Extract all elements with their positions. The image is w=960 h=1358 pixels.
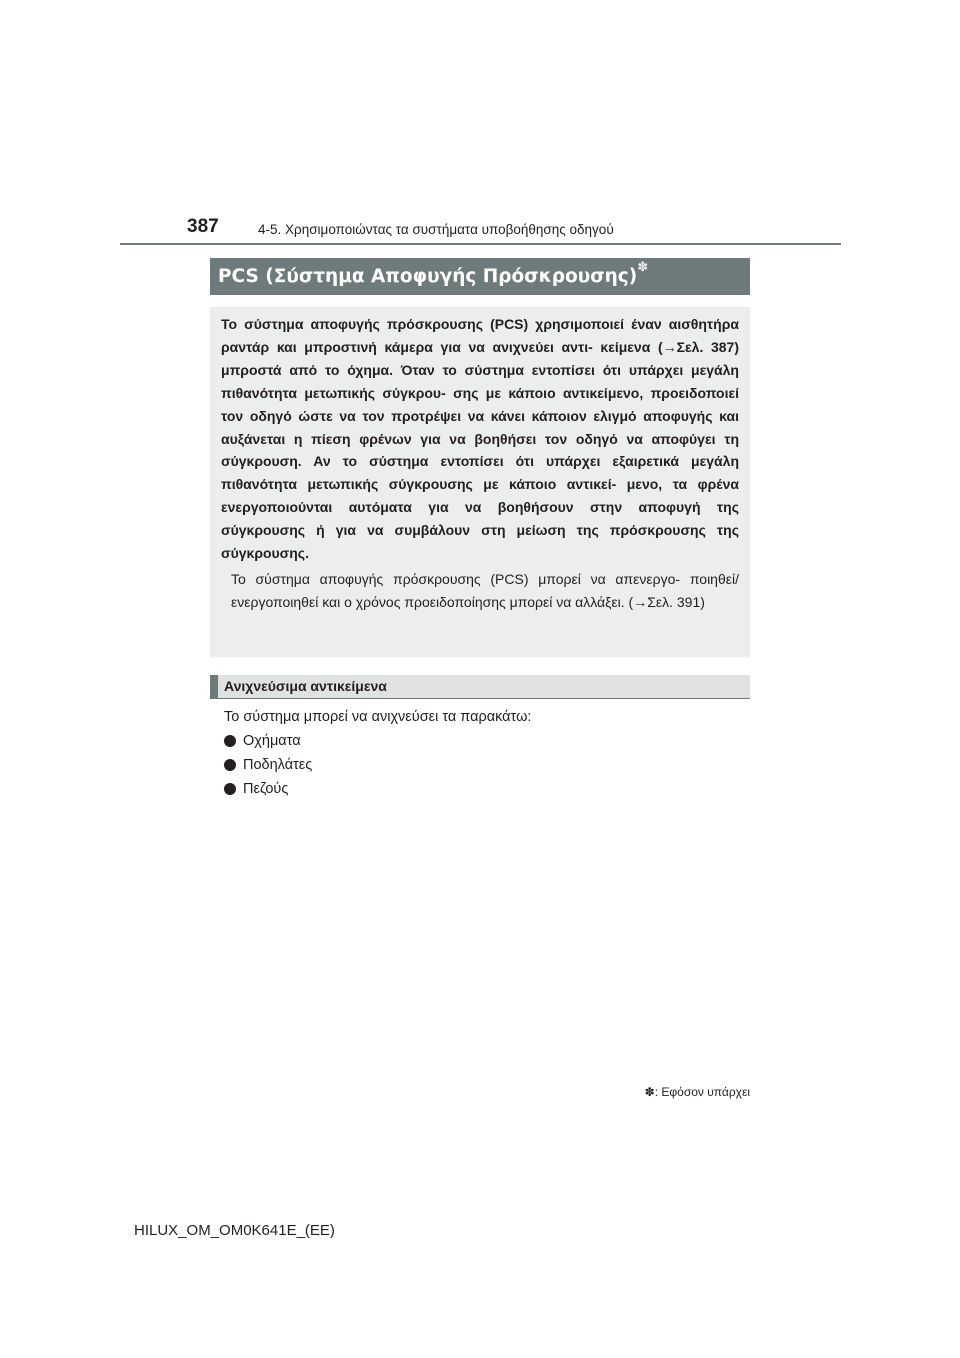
detectable-objects-list [224, 729, 312, 801]
list-item-label: Ποδηλάτες [243, 757, 313, 773]
intro-note: Το σύστημα αποφυγής πρόσκρουσης (PCS) μπορεί να απενεργο- ποιηθεί/ενεργοποιηθεί και ο χρόνος προειδοποίησης μπορεί να αλλάξει. (→Σελ. 391) [231, 570, 739, 610]
page-title: PCS (Σύστημα Αποφυγής Πρόσκρουσης) [218, 266, 638, 287]
bullet-icon [224, 735, 236, 747]
header-divider [120, 243, 841, 245]
section-header: 4-5. Χρησιμοποιώντας τα συστήματα υποβοήθησης οδηγού [258, 222, 614, 237]
list-item [224, 777, 312, 801]
intro-paragraph: Το σύστημα αποφυγής πρόσκρουσης (PCS) χρησιμοποιεί έναν αισθητήρα ραντάρ και μπροστινή κάμερα για να ανιχνεύει αντι- κείμενα (→Σελ. 387) μπροστά από το όχημα. Όταν το σύστημα εντοπίσει ότι υπάρχει μεγάλη πιθανότητα μετωπικής σύγκρου- σης με κάποιο αντικείμενο, προειδοποιεί τον οδηγό ώστε να τον προτρέψει να κάνει κάποιον ελιγμό αποφυγής και αυξάνεται η πίεση φρένων για να βοηθήσει τον οδηγό να αποφύγει τη σύγκρουση. Αν το σύστημα εντοπίσει ότι υπάρχει εξαιρετικά μεγάλη πιθανότητα μετωπικής σύγκρουσης με κάποιο αντικεί- μενο, τα φρένα ενεργοποιούνται αυτόματα για να βοηθήσουν στην αποφυγή της σύγκρουσης ή για να συμβάλουν στη μείωση της πρόσκρουσης της σύγκρουσης. [221, 316, 739, 562]
bullet-icon [224, 783, 236, 795]
page-number: 387 [187, 216, 219, 237]
detectable-lead-text: Το σύστημα μπορεί να ανιχνεύσει τα παρακάτω: [224, 709, 532, 725]
list-item [224, 729, 312, 753]
footnote: ✽: Εφόσον υπάρχει [644, 1085, 750, 1099]
footnote-marker-icon: ✽ [637, 260, 649, 275]
section-heading-detectable-objects: Ανιχνεύσιμα αντικείμενα [210, 675, 750, 699]
page-title-bar [210, 258, 750, 295]
list-item-label: Πεζούς [243, 781, 289, 797]
document-id: HILUX_OM_OM0K641E_(EE) [134, 1222, 335, 1239]
list-item [224, 753, 312, 777]
bullet-icon [224, 759, 236, 771]
list-item-label: Οχήματα [243, 733, 301, 749]
intro-box [210, 307, 750, 657]
